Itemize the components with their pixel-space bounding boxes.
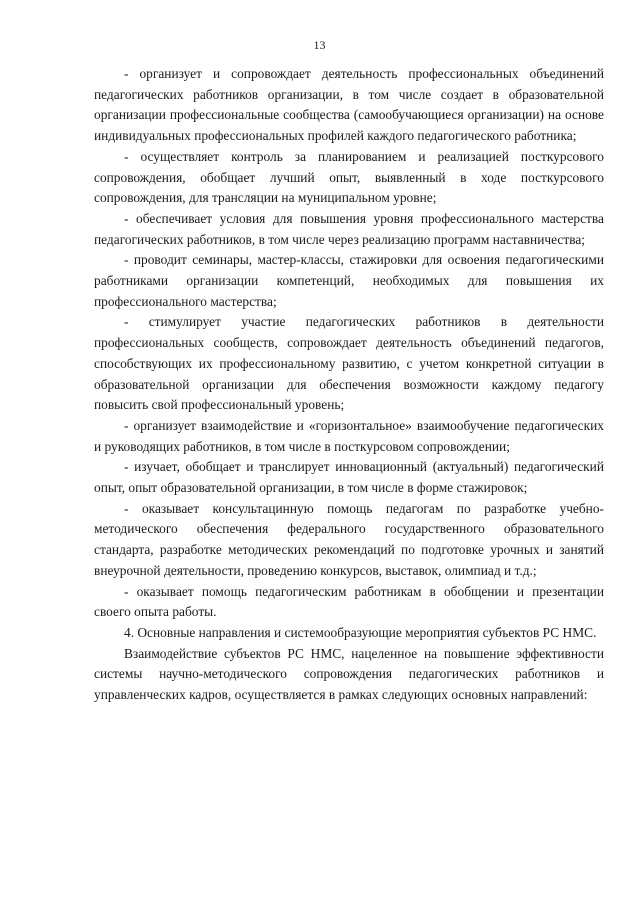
paragraph: - осуществляет контроль за планированием и реализацией посткурсового сопровождения, обобщает лучший опыт, выявленный в ходе посткурсового сопровождения, для трансляции на муниципальном уровне; [94,148,604,206]
paragraph: Взаимодействие субъектов РС НМС, нацеленное на повышение эффективности системы научно-методического сопровождения педагогических работников и управленческих кадров, осуществляется в рамках следующих основных направлений: [94,645,604,703]
paragraph: - оказывает консультацинную помощь педагогам по разработке учебно-методического обеспечения федерального государственного образовательного стандарта, разработке методических рекомендаций по подготовке урочных и занятий внеурочной деятельности, проведению конкурсов, выставок, олимпиад и т.д.; [94,500,604,578]
paragraph: - проводит семинары, мастер-классы, стажировки для освоения педагогическими работниками организации компетенций, необходимых для повышения их профессионального мастерства; [94,252,604,309]
page-number: 13 [313,38,326,52]
paragraph: - обеспечивает условия для повышения уровня профессионального мастерства педагогических работников, в том числе через реализацию программ наставничества; [94,210,604,247]
paragraph: - организует и сопровождает деятельность профессиональных объединений педагогических работников организации, в том числе создает в образовательной организации профессиональные сообщества (самообучающиеся организации) на основе индивидуальных профессиональных профилей каждого педагогического работника; [94,66,604,144]
paragraph: - оказывает помощь педагогическим работникам в обобщении и презентации своего опыта работы. [94,583,604,620]
body-text [94,64,604,706]
paragraph: - организует взаимодействие и «горизонтальное» взаимообучение педагогических и руководящих работников, в том числе в посткурсовом сопровождении; [94,417,604,454]
section-heading: 4. Основные направления и системообразующие мероприятия субъектов РС НМС. [124,624,597,640]
paragraph: - изучает, обобщает и транслирует инновационный (актуальный) педагогический опыт, опыт образовательной организации, в том числе в форме стажировок; [94,459,604,496]
paragraph: - стимулирует участие педагогических работников в деятельности профессиональных сообществ, сопровождает деятельность объединений педагогов, способствующих их профессиональному развитию, с учетом конкретной ситуации в образовательной организации для обеспечения возможности каждому педагогу повысить свой профессиональный уровень; [94,314,604,413]
